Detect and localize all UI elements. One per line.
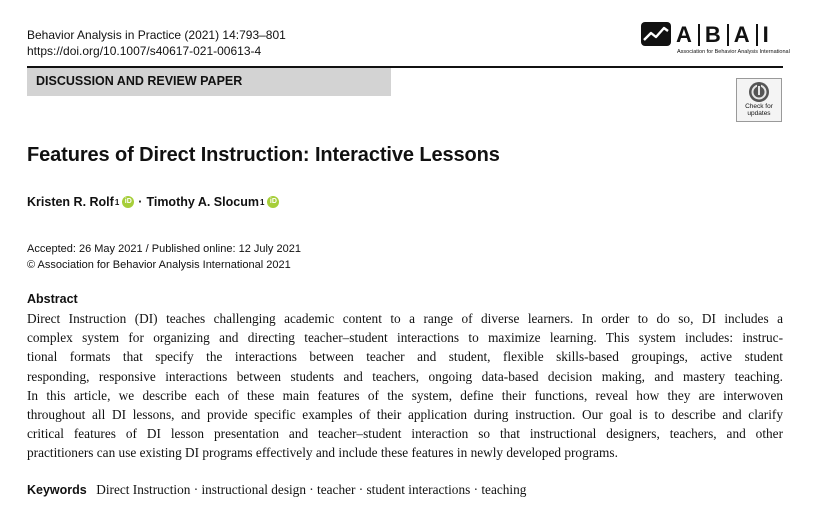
- author-name[interactable]: Kristen R. Rolf: [27, 195, 114, 209]
- abstract-line: critical features of DI lesson presentation and teacher–student interaction so that instructional designers, teachers, and other: [27, 426, 783, 442]
- doi-link[interactable]: https://doi.org/10.1007/s40617-021-00613-4: [27, 44, 262, 58]
- check-for-updates-label: [737, 103, 781, 117]
- logo-letter: A: [733, 22, 751, 47]
- abstract-line: responding, responsive interactions between students and teachers, ongoing data-based decision making, and mastery teaching.: [27, 368, 783, 384]
- abai-mark-icon: [641, 22, 673, 48]
- copyright-line: © Association for Behavior Analysis International 2021: [27, 259, 291, 271]
- abstract-body: [27, 309, 783, 463]
- journal-citation-block: [27, 27, 286, 59]
- author-separator: ·: [138, 195, 143, 209]
- keywords-value: Direct Instruction · instructional design · teacher · student interactions · teaching: [96, 482, 527, 497]
- check-for-updates-badge[interactable]: [736, 78, 782, 122]
- author-name[interactable]: Timothy A. Slocum: [146, 195, 259, 209]
- publication-dates: [27, 241, 301, 273]
- abai-letters: [676, 22, 770, 48]
- logo-subtitle: Association for Behavior Analysis International: [677, 49, 790, 55]
- journal-citation: Behavior Analysis in Practice (2021) 14:793–801: [27, 28, 286, 42]
- abstract-heading: Abstract: [27, 292, 78, 306]
- logo-letter: B: [704, 22, 722, 47]
- orcid-icon[interactable]: iD: [122, 196, 134, 208]
- author-list: [27, 195, 279, 209]
- check-for-updates-icon: [748, 81, 770, 103]
- logo-divider: [698, 24, 700, 46]
- keywords: [27, 482, 526, 498]
- abstract-line: complex system for organizing and directing teacher–student interactions to maximize learning. This system includes: instruc-: [27, 330, 783, 346]
- abstract-line: Direct Instruction (DI) teaches challenging academic content to a range of diverse learners. In order to do so, DI includes a: [27, 311, 783, 326]
- abstract-line: tional formats that specify the interactions between teacher and student, flexible skills-based groupings, active student: [27, 349, 783, 365]
- author-affiliation: 1: [259, 197, 265, 207]
- section-label: DISCUSSION AND REVIEW PAPER: [36, 74, 243, 88]
- check-updates-line2: updates: [747, 110, 771, 117]
- accepted-published-dates: Accepted: 26 May 2021 / Published online: 12 July 2021: [27, 243, 301, 255]
- keywords-label: Keywords: [27, 483, 87, 497]
- abstract-line: In this article, we describe each of these main features of the system, define their functions, reveal how they are interwoven: [27, 387, 783, 403]
- logo-divider: [727, 24, 729, 46]
- abai-logo: [641, 22, 790, 56]
- author-affiliation: 1: [114, 197, 120, 207]
- abstract-line: throughout all DI lessons, and provide specific examples of their application during instruction. Our goal is to describe and clarify: [27, 407, 783, 423]
- orcid-icon[interactable]: iD: [267, 196, 279, 208]
- logo-divider: [756, 24, 758, 46]
- article-title: Features of Direct Instruction: Interactive Lessons: [27, 144, 500, 166]
- logo-letter: I: [762, 22, 770, 47]
- abstract-line: practitioners can use existing DI programs effectively and include these features in newly developed programs.: [27, 445, 618, 461]
- check-updates-line1: Check for: [745, 103, 773, 110]
- logo-letter: A: [676, 22, 693, 47]
